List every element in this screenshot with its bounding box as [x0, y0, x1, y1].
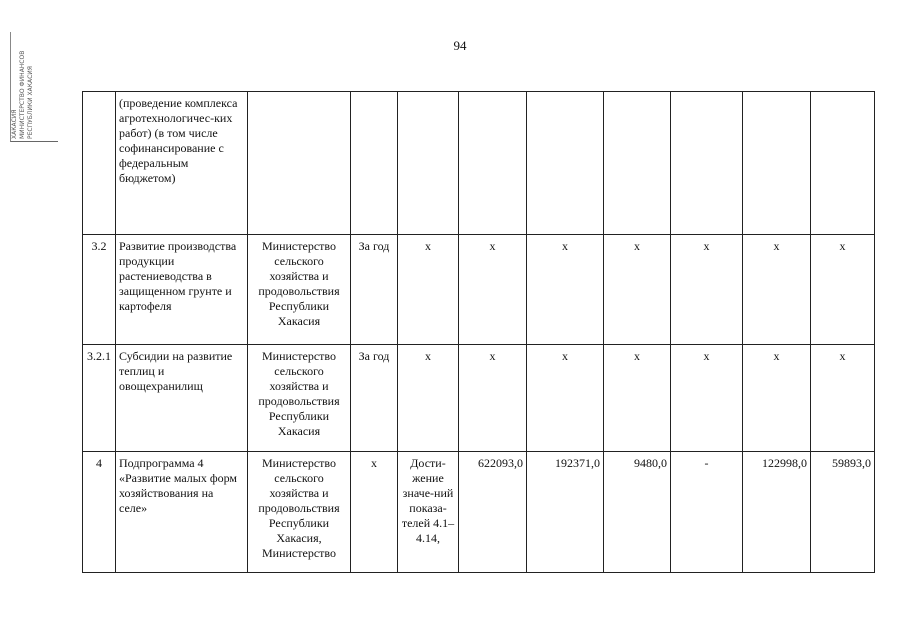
registration-stamp [0, 50, 89, 139]
row-number: 3.2 [83, 235, 116, 345]
table-row [83, 345, 875, 452]
row-value: 192371,0 [527, 452, 604, 573]
row-value: х [743, 345, 811, 452]
row-name: (проведение комплекса агротехнологичес-ких работ) (в том числе софинансирование с федеральным бюджетом) [116, 92, 248, 235]
row-value: х [527, 345, 604, 452]
row-value: 622093,0 [459, 452, 527, 573]
row-executor: Министерство сельского хозяйства и продовольствия Республики Хакасия [248, 345, 351, 452]
page-number: 94 [453, 38, 467, 53]
row-indicator [398, 92, 459, 235]
row-term: х [351, 452, 398, 573]
program-table [82, 91, 875, 573]
row-term: За год [351, 345, 398, 452]
stamp-line: РЕСПУБЛИКИ ХАКАСИЯ [27, 66, 34, 139]
stamp-line: МИНИСТЕРСТВО ФИНАНСОВ [19, 50, 26, 139]
row-value: - [671, 452, 743, 573]
row-value: х [527, 235, 604, 345]
row-number [83, 92, 116, 235]
row-name: Субсидии на развитие теплиц и овощехранилищ [116, 345, 248, 452]
row-value [527, 92, 604, 235]
row-indicator: Дости-жение значе-ний показа-телей 4.1–4.14, [398, 452, 459, 573]
row-value: х [604, 345, 671, 452]
row-value: 9480,0 [604, 452, 671, 573]
row-value: х [671, 235, 743, 345]
row-value [459, 92, 527, 235]
row-value [811, 92, 875, 235]
row-value: х [811, 235, 875, 345]
row-value: х [459, 345, 527, 452]
row-value: х [671, 345, 743, 452]
row-value: х [743, 235, 811, 345]
table-row [83, 452, 875, 573]
table-row [83, 92, 875, 235]
row-number: 4 [83, 452, 116, 573]
row-value: х [604, 235, 671, 345]
row-value: х [459, 235, 527, 345]
row-executor [248, 92, 351, 235]
row-indicator: х [398, 235, 459, 345]
row-executor: Министерство сельского хозяйства и продовольствия Республики Хакасия [248, 235, 351, 345]
row-value [743, 92, 811, 235]
row-value: 59893,0 [811, 452, 875, 573]
stamp-line: ХАКАСИЯ [11, 109, 18, 139]
row-indicator: х [398, 345, 459, 452]
table-row [83, 235, 875, 345]
row-executor: Министерство сельского хозяйства и продовольствия Республики Хакасия, Министерство [248, 452, 351, 573]
row-value: х [811, 345, 875, 452]
row-name: Развитие производства продукции растениеводства в защищенном грунте и картофеля [116, 235, 248, 345]
row-term: За год [351, 235, 398, 345]
row-value: 122998,0 [743, 452, 811, 573]
row-value [604, 92, 671, 235]
row-term [351, 92, 398, 235]
row-number: 3.2.1 [83, 345, 116, 452]
row-value [671, 92, 743, 235]
row-name: Подпрограмма 4 «Развитие малых форм хозяйствования на селе» [116, 452, 248, 573]
